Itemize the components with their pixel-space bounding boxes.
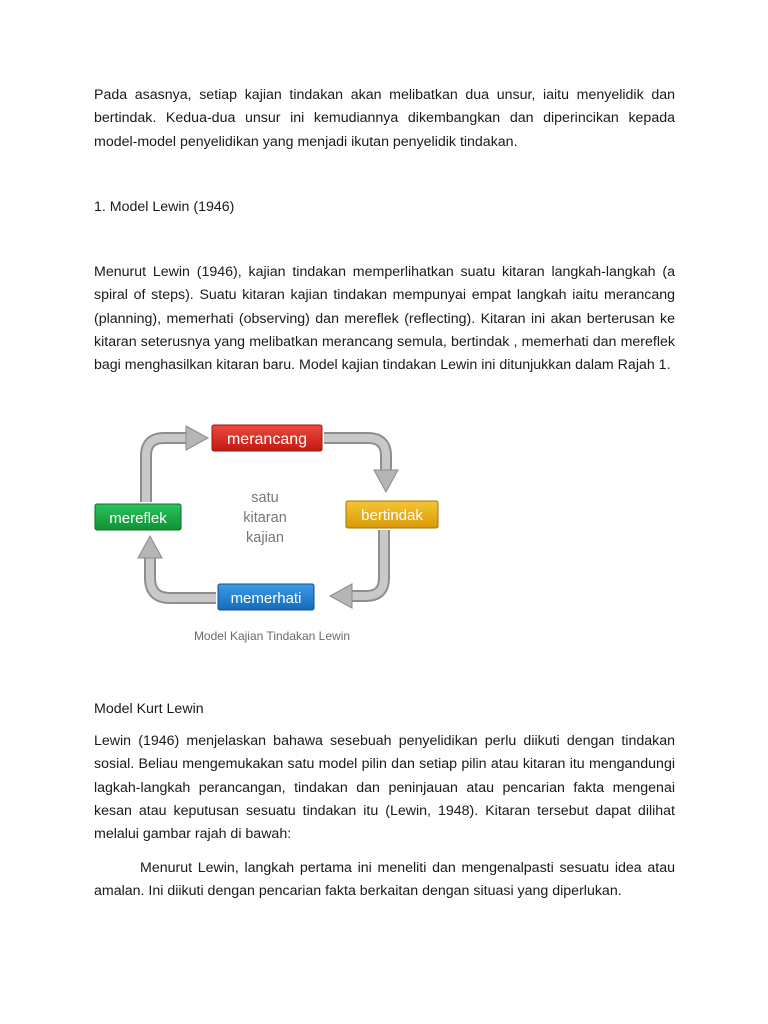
step-memerhati-label: memerhati xyxy=(230,590,302,607)
step-merancang-label: merancang xyxy=(226,431,308,448)
step-memerhati xyxy=(218,584,314,610)
kurt-lewin-paragraph: Lewin (1946) menjelaskan bahawa sesebuah penyelidikan perlu diikuti dengan tindakan sosial. Beliau mengemukakan satu model pilin dan setiap pilin atau kitaran itu mengandungi lagkah-langkah perancangan, tindakan dan peninjauan atau pencarian fakta mengenai kesan atau keputusan sesuatu tindakan itu (Lewin, 1948). Kitaran tersebut dapat dilihat melalui gambar rajah di bawah: xyxy=(94,733,675,843)
intro-paragraph: Pada asasnya, setiap kajian tindakan akan melibatkan dua unsur, iaitu menyelidik dan bertindak. Kedua-dua unsur ini kemudiannya dikembangkan dan diperincikan kepada model-model penyelidikan yang menjadi ikutan penyelidik tindakan. xyxy=(94,87,675,150)
step-merancang xyxy=(212,425,322,451)
step-bertindak xyxy=(346,501,438,528)
arrow-memerhati-to-mereflek xyxy=(138,536,216,598)
lewin-cycle-diagram xyxy=(88,418,458,650)
arrow-mereflek-to-merancang xyxy=(146,426,208,502)
arrow-bertindak-to-memerhati xyxy=(330,530,384,608)
final-paragraph: Menurut Lewin, langkah pertama ini meneliti dan mengenalpasti sesuatu idea atau amalan. Ini diikuti dengan pencarian fakta berkaitan dengan situasi yang diperlukan. xyxy=(94,860,675,900)
step-bertindak-label: bertindak xyxy=(361,507,423,524)
step-mereflek xyxy=(95,504,181,530)
section-heading-model-lewin: 1. Model Lewin (1946) xyxy=(94,199,235,215)
step-mereflek-label: mereflek xyxy=(109,510,167,527)
center-text-line-2: kitaran xyxy=(243,510,287,526)
arrow-merancang-to-bertindak xyxy=(324,438,398,492)
center-text-line-1: satu xyxy=(251,490,279,506)
center-text-line-3: kajian xyxy=(246,530,284,546)
lewin-paragraph: Menurut Lewin (1946), kajian tindakan memperlihatkan suatu kitaran langkah-langkah (a spiral of steps). Suatu kitaran kajian tindakan mempunyai empat langkah iaitu merancang (planning), memerhati (observing) dan mereflek (reflecting). Kitaran ini akan berterusan ke kitaran seterusnya yang melibatkan merancang semula, bertindak , memerhati dan mereflek bagi menghasilkan kitaran baru. Model kajian tindakan Lewin ini ditunjukkan dalam Rajah 1. xyxy=(94,264,675,374)
diagram-caption: Model Kajian Tindakan Lewin xyxy=(193,629,351,643)
kurt-lewin-heading: Model Kurt Lewin xyxy=(94,701,204,717)
